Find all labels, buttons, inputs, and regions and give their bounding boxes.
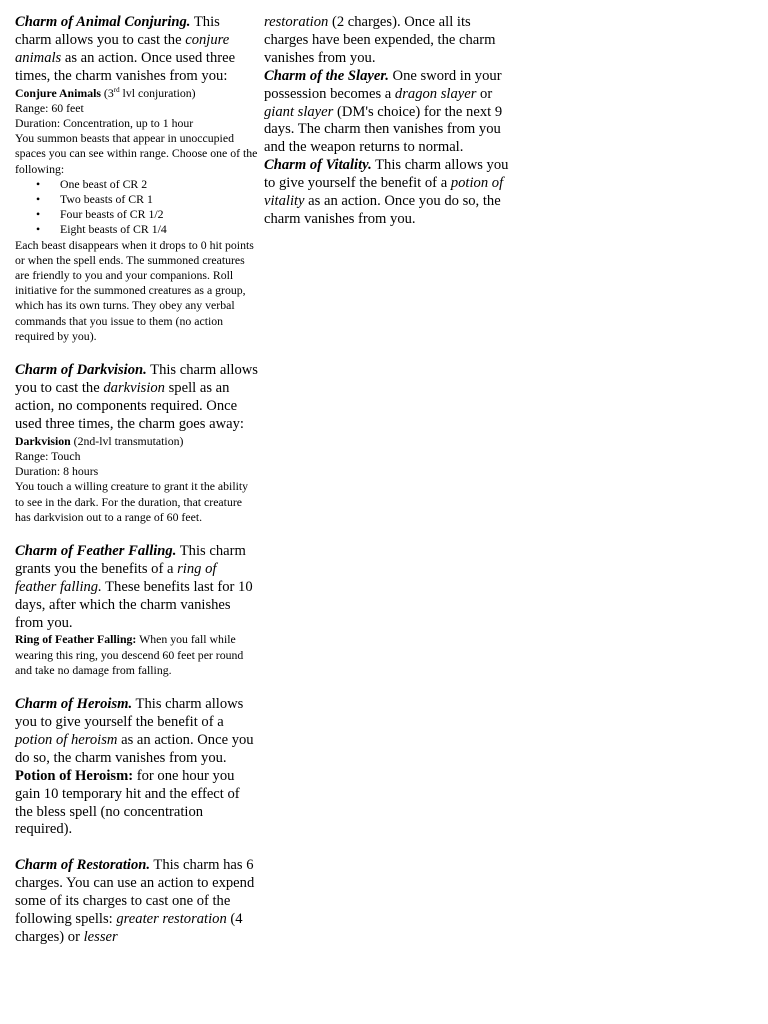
spell-name: Darkvision: [15, 433, 71, 448]
text: These benefits last for 10 days, after which the charm vanishes from you.: [15, 578, 253, 631]
item-description: [15, 632, 258, 678]
text: for one hour you gain 10 temporary hit and the effect of the bless spell (no concentration required).: [15, 767, 240, 838]
text: (2nd-lvl transmutation): [70, 433, 184, 448]
vitality-title: Charm of Vitality.: [264, 157, 372, 174]
text: (DM's choice) for the next 9 days. The charm then vanishes from you and the weapon returns to normal.: [264, 103, 503, 156]
spell-range: Range: 60 feet: [15, 100, 84, 115]
text: lvl conjuration): [119, 85, 196, 100]
weapon-reference: giant slayer: [264, 103, 334, 120]
restoration-title: Charm of Restoration.: [15, 857, 151, 874]
text: spell as an action, no components required. Once used three times, the charm goes away:: [15, 379, 244, 432]
item-reference: potion of heroism: [15, 731, 118, 748]
spell-range: Range: Touch: [15, 448, 81, 463]
item-reference: potion of vitality: [264, 175, 504, 210]
spell-reference: restoration: [264, 14, 329, 30]
text: or: [476, 85, 493, 102]
spell-duration: Duration: Concentration, up to 1 hour: [15, 116, 194, 131]
animal-conjuring-intro: [15, 14, 258, 86]
spell-duration: Duration: 8 hours: [15, 464, 99, 479]
beast-options-list: [15, 177, 258, 238]
text: This charm allows you to cast the: [15, 14, 220, 48]
slayer-title: Charm of the Slayer.: [264, 67, 389, 84]
list-item: • Eight beasts of CR 1/4: [15, 222, 258, 237]
list-item: • One beast of CR 2: [15, 177, 258, 192]
restoration-continued: [264, 14, 514, 68]
left-column: [15, 14, 258, 947]
text: (4 charges) or: [15, 911, 243, 945]
item-description: [15, 768, 258, 840]
text: as an action. Once used three times, the charm vanishes from you:: [15, 49, 236, 84]
feather-falling-intro: [15, 543, 258, 633]
spell-reference: darkvision: [103, 379, 165, 396]
darkvision-title: Charm of Darkvision.: [15, 362, 147, 379]
slayer-intro: [264, 68, 514, 158]
animal-conjuring-title: Charm of Animal Conjuring.: [15, 14, 191, 30]
spell-reference: greater restoration: [116, 911, 227, 928]
superscript: rd: [113, 85, 120, 94]
text: as an action. Once you do so, the charm vanishes from you.: [264, 193, 501, 227]
list-item: • Two beasts of CR 1: [15, 192, 258, 207]
spell-header: [15, 86, 258, 101]
spell-description: You summon beasts that appear in unoccupied spaces you can see within range. Choose one of the following:: [15, 131, 258, 176]
feather-falling-title: Charm of Feather Falling.: [15, 542, 177, 559]
text: This charm has 6 charges. You can use an action to expend some of its charges to cast one of the following spells:: [15, 857, 255, 928]
weapon-reference: dragon slayer: [394, 85, 477, 102]
list-item: • Four beasts of CR 1/2: [15, 207, 258, 222]
text: This charm allows you to cast the: [15, 362, 258, 396]
heroism-title: Charm of Heroism.: [15, 696, 133, 713]
heroism-intro: [15, 696, 258, 768]
spell-description: You touch a willing creature to grant it the ability to see in the dark. For the duration, that creature has darkvision out to a range of 60 feet.: [15, 479, 249, 524]
darkvision-intro: [15, 362, 258, 434]
spell-header: [15, 434, 258, 449]
item-name: Potion of Heroism:: [15, 767, 134, 784]
item-reference: ring of feather falling.: [15, 560, 217, 595]
restoration-intro: [15, 857, 258, 947]
text: as an action. Once you do so, the charm vanishes from you.: [15, 731, 254, 766]
text: This charm grants you the benefits of a: [15, 542, 246, 577]
spell-reference: lesser: [83, 928, 118, 945]
text: One sword in your possession becomes a: [264, 67, 502, 102]
spell-reference: conjure animals: [15, 31, 230, 66]
text: This charm allows you to give yourself the benefit of a: [264, 157, 509, 192]
text: (2 charges). Once all its charges have been expended, the charm vanishes from you.: [264, 14, 496, 66]
item-name: Ring of Feather Falling:: [15, 632, 137, 647]
vitality-intro: [264, 157, 514, 229]
spell-description-continued: Each beast disappears when it drops to 0 hit points or when the spell ends. The summoned creatures are friendly to you and your companions. Roll initiative for the summoned creatures as a group, which has its own turns. They obey any verbal commands that you issue to them (no action required by you).: [15, 237, 254, 343]
spell-name: Conjure Animals: [15, 85, 101, 100]
right-column: [264, 14, 514, 229]
text: This charm allows you to give yourself the benefit of a: [15, 696, 244, 730]
text: (3: [100, 85, 114, 100]
text: When you fall while wearing this ring, you descend 60 feet per round and take no damage from falling.: [15, 632, 244, 677]
